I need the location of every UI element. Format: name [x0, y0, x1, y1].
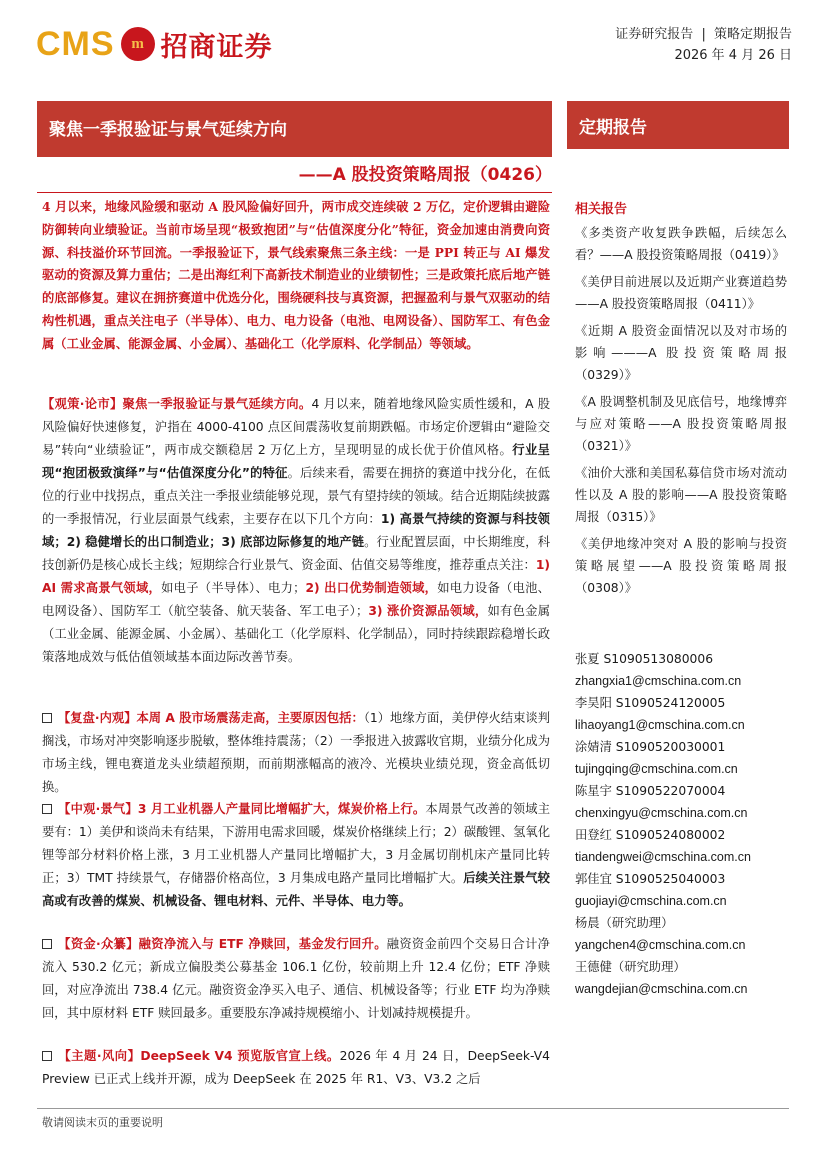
section-highlight: 3) 涨价资源品领域，	[368, 604, 488, 618]
footer-disclaimer: 敬请阅读末页的重要说明	[42, 1116, 163, 1129]
section-text: （1）地缘方面，美伊停火结束谈判搁浅，市场对冲突影响逐步脱敏，整体维持震荡；（2）一季报进入披露收官期，业绩分化成为市场主线，锂电赛道龙头业绩超预期，而前期涨幅高的液冷、光模块业绩兑现，资金高低切换。	[42, 711, 550, 794]
analyst-email[interactable]: wangdejian@cmschina.com.cn	[575, 982, 748, 996]
bullet-icon	[42, 804, 52, 814]
analyst-name: 王德健（研究助理）	[575, 960, 686, 974]
report-date: 2026 年 4 月 26 日	[674, 48, 792, 63]
bullet-icon	[42, 939, 52, 949]
analyst-name: 李昊阳 S1090524120005	[575, 696, 726, 710]
analyst-name: 杨晨（研究助理）	[575, 916, 674, 930]
section-tag: 【中观·景气】3 月工业机器人产量同比增幅扩大，煤炭价格上行。	[58, 802, 426, 816]
analyst-name: 田登红 S1090524080002	[575, 828, 726, 842]
section-theme	[42, 1045, 550, 1091]
report-subtitle: ——A 股投资策略周报（0426）	[298, 165, 552, 185]
analyst-email[interactable]: guojiayi@cmschina.com.cn	[575, 894, 727, 908]
section-text: 。后续来看，需要在拥挤的赛道中找分化，在低位的行业中找拐点，重点关注一季报业绩能够兑现，景气有望持续的领域。结合近期陆续披露的一季报情况，行业层面景气线索，主要存在以下几个方向：	[42, 466, 550, 526]
abstract: 4 月以来，地缘风险缓和驱动 A 股风险偏好回升，两市成交连续破 2 万亿，定价逻辑由避险防御转向业绩验证。当前市场呈现“极致抱团”与“估值深度分化”特征，资金加速由消费向资源、科技溢价环节回流。一季报验证下，景气线索聚焦三条主线：一是 PPI 转正与 AI 爆发驱动的资源及算力重估；二是出海红利下高新技术制造业的业绩韧性；三是政策托底后地产链的底部修复。建议在拥挤赛道中优选分化，围绕硬科技与真资源，把握盈利与景气双驱动的结构性机遇，重点关注电子（半导体）、电力、电力设备（电池、电网设备）、国防军工、有色金属（工业金属、能源金属、小金属）、基础化工（化学原料、化学制品）等领域。	[42, 199, 550, 351]
title-divider	[37, 192, 552, 193]
analyst-name: 涂婧清 S1090520030001	[575, 740, 726, 754]
section-highlight: 2) 出口优势制造领域，	[305, 581, 438, 595]
report-tag: 定期报告	[579, 118, 647, 138]
section-tag: 【复盘·内观】本周 A 股市场震荡走高，主要原因包括：	[58, 711, 364, 725]
analyst-email[interactable]: yangchen4@cmschina.com.cn	[575, 938, 746, 952]
bullet-icon	[42, 1051, 52, 1061]
analyst-email[interactable]: tiandengwei@cmschina.com.cn	[575, 850, 751, 864]
section-tag: 【观策·论市】聚焦一季报验证与景气延续方向。	[42, 397, 312, 411]
section-prosperity	[42, 798, 550, 913]
bullet-icon	[42, 713, 52, 723]
analyst-name: 张夏 S1090513080006	[575, 652, 714, 666]
section-text: 。行业配置层面，中长期维度，科技创新仍是核心成长主线；短期综合行业景气、资金面、估值交易等维度，推荐重点关注：	[42, 535, 550, 572]
report-header-info	[615, 24, 792, 66]
related-report-link[interactable]: 《美伊地缘冲突对 A 股的影响与投资策略展望——A 股投资策略周报（0308）》	[575, 537, 787, 595]
related-report-link[interactable]: 《油价大涨和美国私募信贷市场对流动性以及 A 股的影响——A 股投资策略周报（0315）》	[575, 466, 787, 524]
related-report-link[interactable]: 《多类资产收复跌争跌幅，后续怎么看？——A 股投资策略周报（0419）》	[575, 226, 787, 262]
report-type: 证券研究报告	[615, 27, 694, 42]
section-review	[42, 707, 550, 799]
section-text: 4 月以来，随着地缘风险实质性缓和，A 股风险偏好快速修复，沪指在 4000-4100 点区间震荡收复前期跌幅。市场定价逻辑由“避险交易”转向“业绩验证”，两市成交额稳居 2 万亿上方，呈现明显的成长优于价值风格。	[42, 397, 550, 457]
section-text: 本周景气改善的领域主要有：1）美伊和谈尚未有结果，下游用电需求回暖，煤炭价格继续上行；2）碳酸锂、氢氧化锂等部分材料价格上涨，3 月工业机器人产量同比增幅扩大，3 月金属切削机床产量同比转正；3）TMT 持续景气，存储器价格高位，3 月集成电路产量同比增幅扩大。	[42, 802, 550, 885]
section-text: 2026 年 4 月 24 日，DeepSeek-V4 Preview 已正式上线并开源，成为 DeepSeek 在 2025 年 R1、V3、V3.2 之后	[42, 1049, 550, 1086]
header-separator: |	[701, 27, 706, 42]
report-tag-band	[567, 101, 789, 149]
related-report-link[interactable]: 《A 股调整机制及见底信号，地缘博弈与应对策略——A 股投资策略周报（0321）》	[575, 395, 787, 453]
section-bold: 1) 高景气持续的资源与科技领域；2) 稳健增长的出口制造业；3) 底部边际修复的地产链	[42, 512, 550, 549]
logo-mark-icon: m	[121, 27, 155, 61]
logo-chinese-name: 招商证券	[160, 31, 273, 63]
analyst-name: 陈星宇 S1090522070004	[575, 784, 726, 798]
analyst-name: 郭佳宜 S1090525040003	[575, 872, 726, 886]
section-funds	[42, 933, 550, 1025]
title-band	[37, 101, 552, 157]
section-text: 如有色金属（工业金属、能源金属、小金属）、基础化工（化学原料、化学制品），同时持续跟踪稳增长政策落地成效与低估值领域基本面边际改善节奏。	[42, 604, 550, 664]
section-bold: 后续关注景气较高或有改善的煤炭、机械设备、锂电材料、元件、半导体、电力等。	[42, 871, 550, 908]
section-bold: 行业呈现“抱团极致演绎”与“估值深度分化”的特征	[42, 443, 550, 480]
analyst-email[interactable]: zhangxia1@cmschina.com.cn	[575, 674, 742, 688]
report-series: 策略定期报告	[713, 27, 792, 42]
section-text: 融资资金前四个交易日合计净流入 530.2 亿元；新成立偏股类公募基金 106.1 亿份，较前期上升 12.4 亿份；ETF 净赎回，对应净流出 738.4 亿元。融资资金净买入电子、通信、机械设备等；行业 ETF 均为净赎回，其中原材料 ETF 赎回最多。重要股东净减持规模缩小、计划减持规模提升。	[42, 937, 550, 1020]
analyst-email[interactable]: tujingqing@cmschina.com.cn	[575, 762, 738, 776]
section-tag: 【资金·众纂】融资净流入与 ETF 净赎回，基金发行回升。	[58, 937, 387, 951]
section-market-view	[42, 393, 550, 669]
related-reports-title: 相关报告	[575, 202, 628, 217]
report-title: 聚焦一季报验证与景气延续方向	[49, 120, 287, 140]
section-tag: 【主题·风向】DeepSeek V4 预览版官宣上线。	[58, 1049, 340, 1063]
section-highlight: 1) AI 需求高景气领域，	[42, 558, 550, 595]
related-reports-list	[575, 222, 787, 604]
analyst-list	[575, 648, 787, 1000]
related-report-link[interactable]: 《美伊目前进展以及近期产业赛道趋势——A 股投资策略周报（0411）》	[575, 275, 787, 311]
cms-logo	[36, 22, 273, 66]
section-text: 如电力设备（电池、电网设备）、国防军工（航空装备、航天装备、军工电子）；	[42, 581, 550, 618]
analyst-email[interactable]: chenxingyu@cmschina.com.cn	[575, 806, 748, 820]
section-text: 如电子（半导体）、电力；	[161, 581, 306, 595]
analyst-email[interactable]: lihaoyang1@cmschina.com.cn	[575, 718, 745, 732]
footer-divider	[37, 1108, 789, 1109]
related-report-link[interactable]: 《近期 A 股资金面情况以及对市场的影响———A 股投资策略周报（0329）》	[575, 324, 787, 382]
logo-cms-text: CMS	[36, 24, 115, 63]
